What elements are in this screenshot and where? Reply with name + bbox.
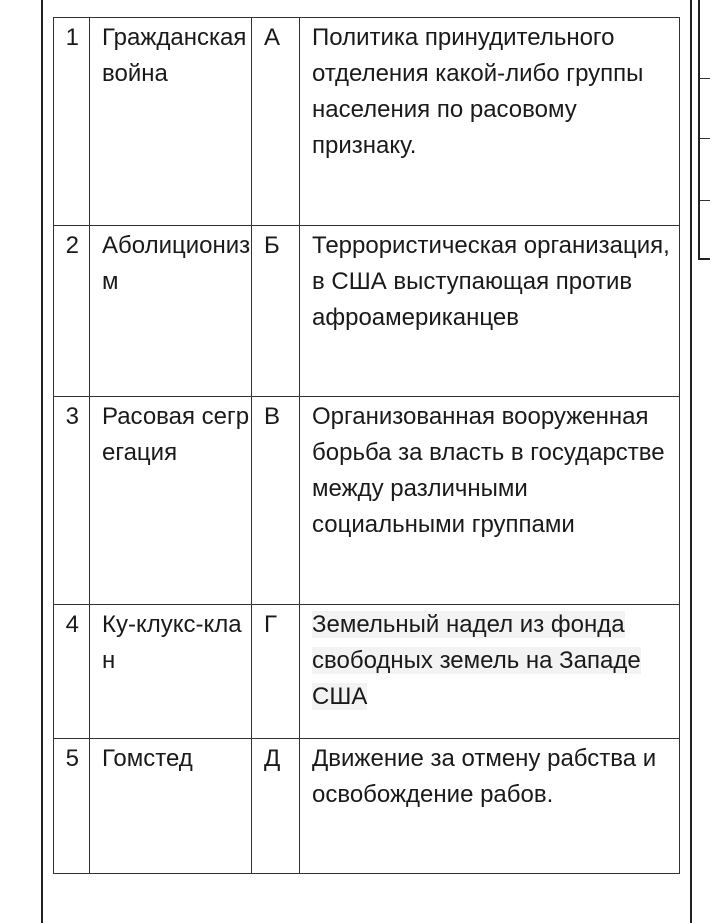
page-border-left	[41, 0, 43, 923]
definition-cell	[300, 605, 680, 739]
adjacent-table-rule	[700, 200, 710, 201]
letter-cell: Д	[252, 739, 300, 874]
letter-cell: Б	[252, 226, 300, 397]
row-number: 1	[54, 18, 90, 226]
term-cell: Расовая сегрегация	[90, 397, 252, 605]
term-cell: Гражданская война	[90, 18, 252, 226]
adjacent-table-fragment	[698, 0, 710, 260]
definition-text: Земельный надел из фонда свободных земель на Западе США	[312, 611, 641, 710]
definition-cell: Организованная вооруженная борьба за власть в государстве между различными социальными группами	[300, 397, 680, 605]
table-row	[54, 18, 680, 226]
term-cell: Гомстед	[90, 739, 252, 874]
row-number: 3	[54, 397, 90, 605]
term-cell: Аболиционизм	[90, 226, 252, 397]
term-cell: Ку-клукс-клан	[90, 605, 252, 739]
table-row	[54, 605, 680, 739]
table-row	[54, 397, 680, 605]
definition-cell: Террористическая организация, в США выступающая против афроамериканцев	[300, 226, 680, 397]
table-row	[54, 739, 680, 874]
letter-cell: А	[252, 18, 300, 226]
adjacent-table-rule	[700, 78, 710, 79]
row-number: 2	[54, 226, 90, 397]
letter-cell: В	[252, 397, 300, 605]
definition-cell: Политика принудительного отделения какой-либо группы населения по расовому признаку.	[300, 18, 680, 226]
definition-cell: Движение за отмену рабства и освобождение рабов.	[300, 739, 680, 874]
letter-cell: Г	[252, 605, 300, 739]
page-border-right	[690, 0, 692, 923]
matching-table	[53, 17, 680, 874]
row-number: 4	[54, 605, 90, 739]
table-row	[54, 226, 680, 397]
row-number: 5	[54, 739, 90, 874]
adjacent-table-rule	[700, 138, 710, 139]
